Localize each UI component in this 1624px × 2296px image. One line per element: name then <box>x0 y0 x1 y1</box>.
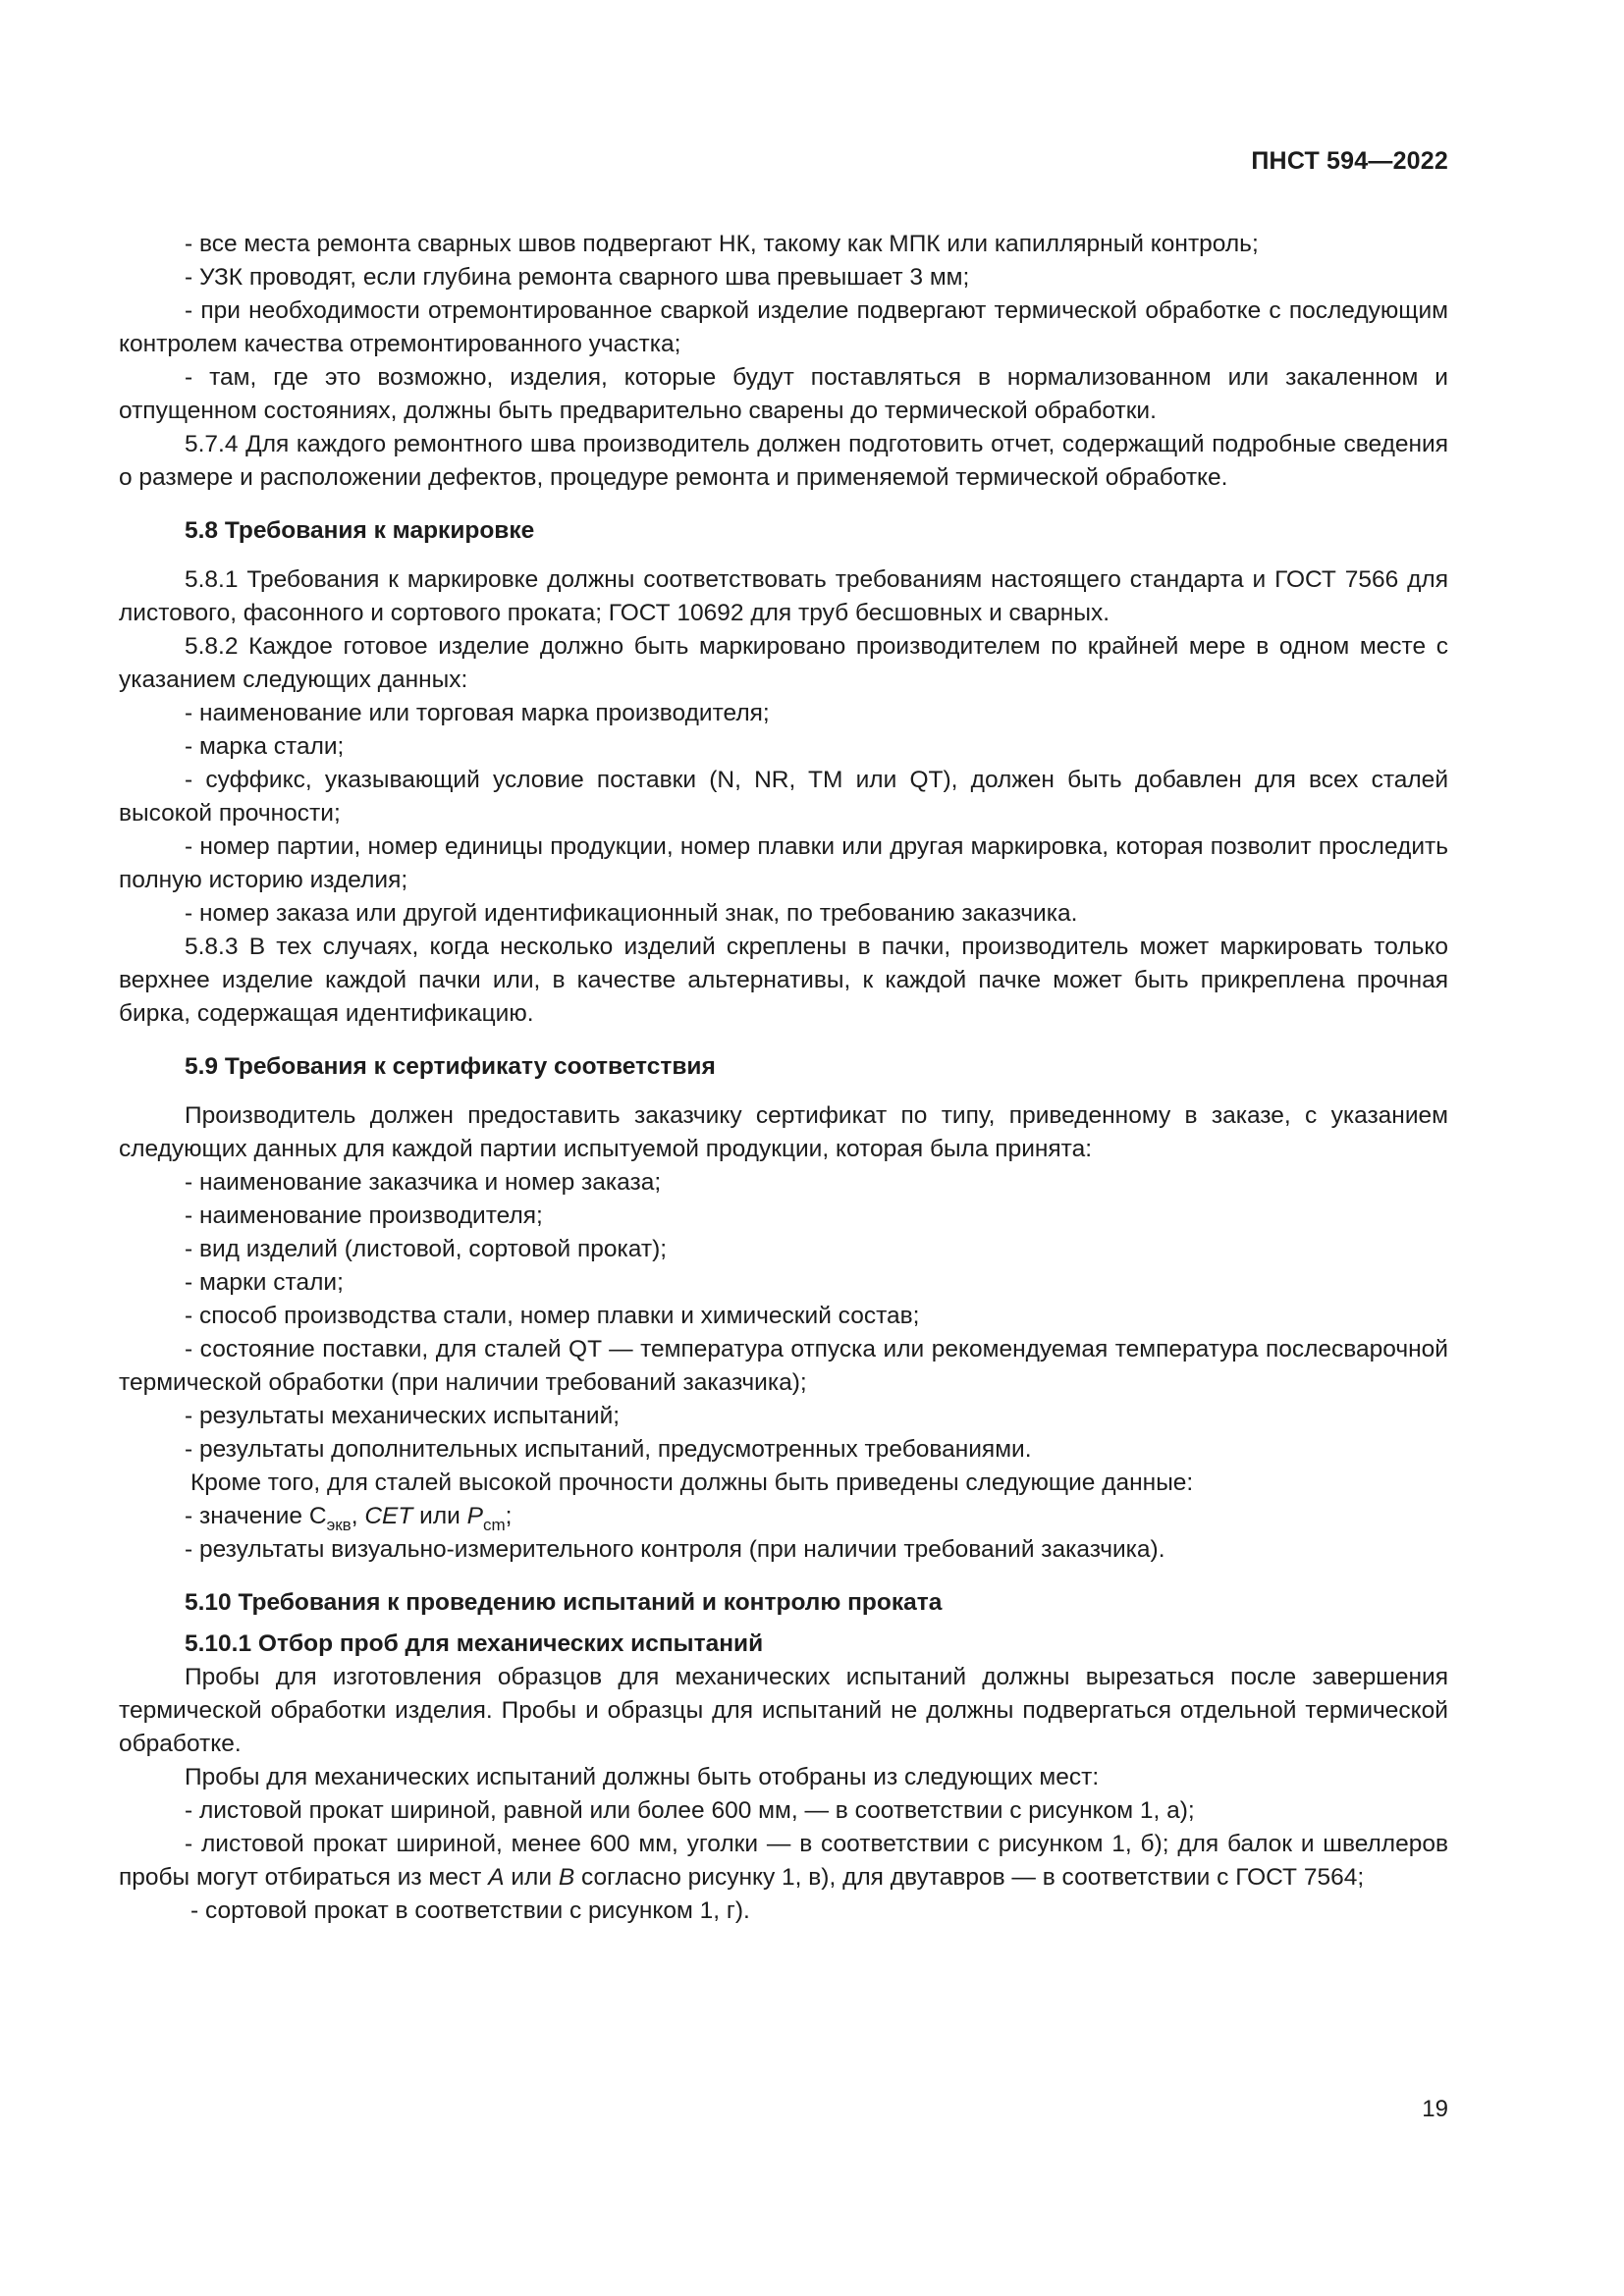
page-number: 19 <box>1422 2096 1448 2122</box>
text-segment: согласно рисунку 1, в), для двутавров — в соответствии с ГОСТ 7564; <box>574 1864 1365 1891</box>
list-item: - листовой прокат шириной, равной или более 600 мм, — в соответствии с рисунком 1, а); <box>185 1797 1195 1824</box>
cet-symbol: CET <box>364 1503 413 1529</box>
paragraph: Пробы для изготовления образцов для механических испытаний должны вырезаться после завершения термической обработки изделия. Пробы и образцы для испытаний не должны подвергаться отдельной термической обработке. <box>119 1664 1448 1757</box>
place-b-label: B <box>558 1864 575 1891</box>
list-item: - наименование заказчика и номер заказа; <box>185 1169 662 1196</box>
paragraph: - все места ремонта сварных швов подвергают НК, такому как МПК или капиллярный контроль; <box>185 231 1259 257</box>
paragraph: Кроме того, для сталей высокой прочности должны быть приведены следующие данные: <box>190 1469 1194 1496</box>
paragraph: - при необходимости отремонтированное сваркой изделие подвергают термической обработке с последующим контролем качества отремонтированного участка; <box>119 297 1448 357</box>
section-heading: 5.8 Требования к маркировке <box>185 517 535 544</box>
document-code: ПНСТ 594—2022 <box>1251 147 1448 175</box>
paragraph: - там, где это возможно, изделия, которые будут поставляться в нормализованном или закаленном и отпущенном состояниях, должны быть предварительно сварены до термической обработки. <box>119 364 1448 424</box>
section-heading: 5.9 Требования к сертификату соответствия <box>185 1053 716 1080</box>
list-item: - результаты механических испытаний; <box>185 1403 621 1429</box>
list-item: - результаты визуально-измерительного контроля (при наличии требований заказчика). <box>185 1536 1165 1563</box>
paragraph: 5.8.2 Каждое готовое изделие должно быть маркировано производителем по крайней мере в одном месте с указанием следующих данных: <box>119 633 1448 693</box>
list-item-formula <box>119 1500 1448 1533</box>
separator: , <box>351 1503 365 1529</box>
list-item: - номер заказа или другой идентификационный знак, по требованию заказчика. <box>185 900 1078 927</box>
list-item: - состояние поставки, для сталей QT — температура отпуска или рекомендуемая температура послесварочной термической обработки (при наличии требований заказчика); <box>119 1336 1448 1396</box>
subscript: экв <box>326 1516 352 1534</box>
section-heading: 5.10 Требования к проведению испытаний и контролю проката <box>185 1589 943 1616</box>
list-item: - вид изделий (листовой, сортовой прокат); <box>185 1236 668 1262</box>
place-a-label: A <box>488 1864 505 1891</box>
list-item: - результаты дополнительных испытаний, предусмотренных требованиями. <box>185 1436 1032 1463</box>
document-body <box>119 228 1448 1928</box>
subscript: cm <box>482 1516 506 1534</box>
conjunction: или <box>504 1864 559 1891</box>
subsection-heading: 5.10.1 Отбор проб для механических испытаний <box>185 1630 764 1657</box>
paragraph: 5.8.3 В тех случаях, когда несколько изделий скреплены в пачки, производитель может маркировать только верхнее изделие каждой пачки или, в качестве альтернативы, к каждой пачке может быть прикреплена прочная бирка, содержащая идентификацию. <box>119 934 1448 1027</box>
formula-prefix: - значение C <box>185 1503 327 1529</box>
list-item: - наименование или торговая марка производителя; <box>185 700 770 726</box>
text-segment: - листовой прокат шириной, менее 600 мм, уголки — в соответствии с рисунком 1, б); для балок и швеллеров пробы могут отбираться из мест <box>119 1831 1448 1891</box>
p-symbol: P <box>466 1503 483 1529</box>
list-item <box>119 1828 1448 1895</box>
paragraph: Производитель должен предоставить заказчику сертификат по типу, приведенному в заказе, с указанием следующих данных для каждой партии испытуемой продукции, которая была принята: <box>119 1102 1448 1162</box>
list-item: - сортовой прокат в соответствии с рисунком 1, г). <box>190 1897 750 1924</box>
list-item: - марка стали; <box>185 733 345 760</box>
list-item: - номер партии, номер единицы продукции, номер плавки или другая маркировка, которая позволит проследить полную историю изделия; <box>119 833 1448 893</box>
terminator: ; <box>505 1503 513 1529</box>
paragraph: - УЗК проводят, если глубина ремонта сварного шва превышает 3 мм; <box>185 264 970 291</box>
list-item: - способ производства стали, номер плавки и химический состав; <box>185 1303 920 1329</box>
list-item: - наименование производителя; <box>185 1202 543 1229</box>
paragraph: 5.8.1 Требования к маркировке должны соответствовать требованиям настоящего стандарта и ГОСТ 7566 для листового, фасонного и сортового проката; ГОСТ 10692 для труб бесшовных и сварных. <box>119 566 1448 626</box>
paragraph: 5.7.4 Для каждого ремонтного шва производитель должен подготовить отчет, содержащий подробные сведения о размере и расположении дефектов, процедуре ремонта и применяемой термической обработке. <box>119 431 1448 491</box>
list-item: - суффикс, указывающий условие поставки (N, NR, TM или QT), должен быть добавлен для всех сталей высокой прочности; <box>119 767 1448 827</box>
paragraph: Пробы для механических испытаний должны быть отобраны из следующих мест: <box>185 1764 1100 1790</box>
list-item: - марки стали; <box>185 1269 344 1296</box>
conjunction: или <box>412 1503 467 1529</box>
